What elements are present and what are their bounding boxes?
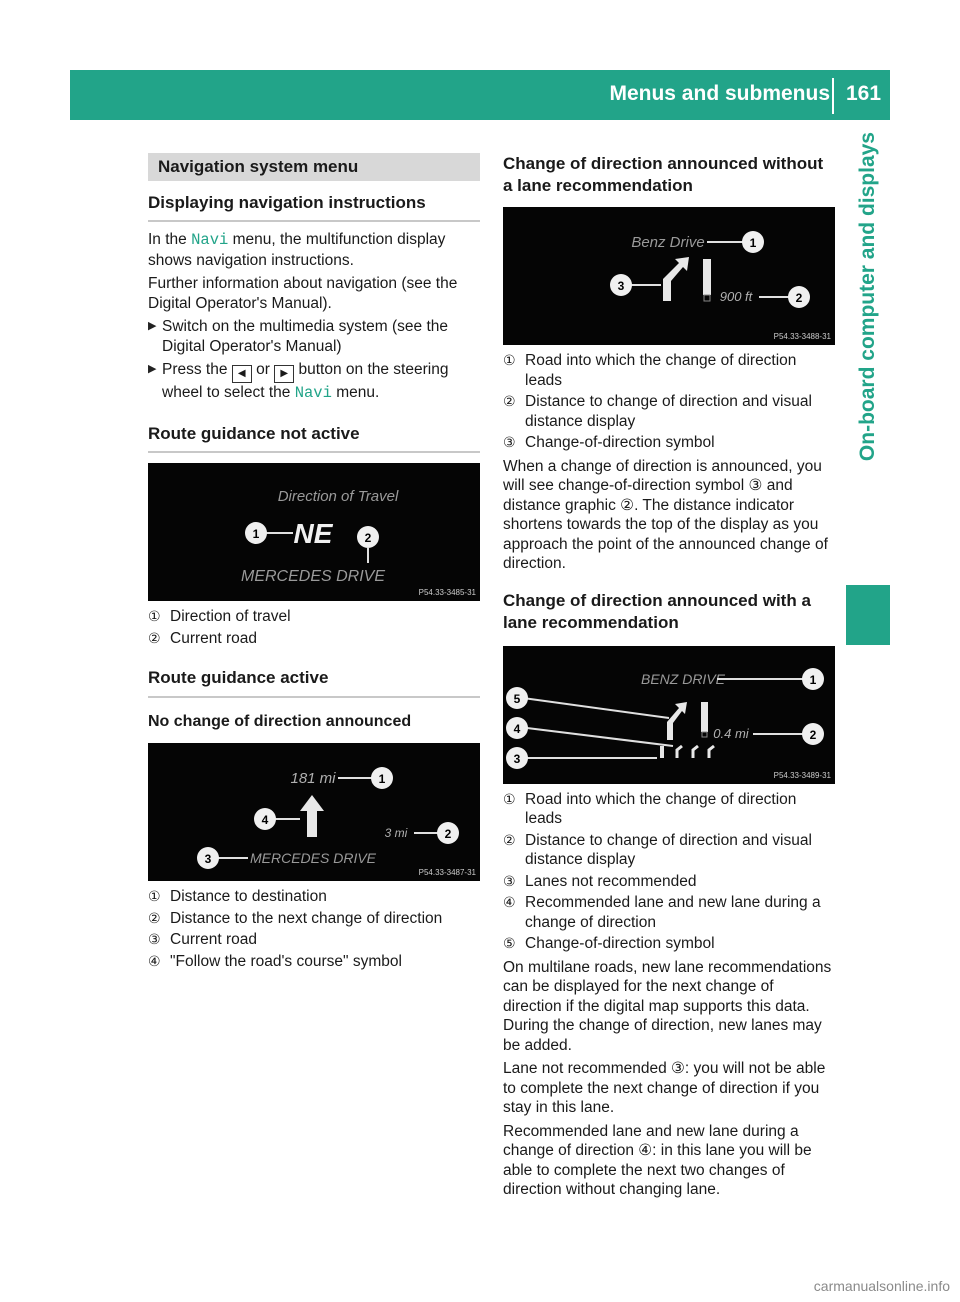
page-number: 161	[846, 82, 882, 105]
callout-4-label: 4	[513, 721, 521, 736]
next-change-text: 3 mi	[384, 826, 408, 840]
legend-text: Road into which the change of direction leads	[525, 790, 797, 827]
legend-number: ①	[503, 790, 516, 807]
legend-item	[148, 909, 480, 929]
callout-5-label: 5	[513, 691, 521, 706]
lane-icon	[660, 746, 664, 758]
legend-number: ③	[148, 931, 161, 947]
left-key-icon: ◀	[232, 365, 252, 383]
callout-2-label: 2	[795, 291, 803, 305]
road-text: MERCEDES DRIVE	[249, 850, 377, 866]
legend-text: Change-of-direction symbol	[525, 935, 715, 952]
legend-text: Distance to the next change of direction	[170, 909, 443, 927]
lane-paragraph-1: On multilane roads, new lane recommendations can be displayed for the next change of direction if the digital map supports this data. During the change of direction, new lanes may be added.	[503, 958, 832, 1054]
text: button on the steering wheel to select the	[162, 361, 449, 401]
section-header-title: Menus and submenus	[609, 82, 830, 105]
distance-bar	[701, 702, 708, 732]
subsection-title: Displaying navigation instructions	[148, 192, 426, 212]
text: In the	[148, 231, 192, 248]
with-lane-title: Change of direction announced with a lane recommendation	[503, 590, 811, 632]
legend-item	[148, 887, 480, 907]
no-lane-title: Change of direction announced without a lane recommendation	[503, 154, 824, 195]
legend-item	[148, 607, 480, 627]
legend-item	[503, 934, 835, 954]
text: menu.	[331, 384, 380, 401]
route-active-title: Route guidance active	[148, 668, 329, 687]
callout-3-label: 3	[204, 852, 212, 866]
step-text	[162, 360, 480, 404]
intro-paragraph	[148, 230, 480, 270]
legend-text: Recommended lane and new lane during a change of direction	[525, 894, 821, 931]
display-image-no-change	[148, 743, 480, 881]
legend-list	[148, 607, 480, 648]
legend-number: ③	[503, 872, 516, 889]
image-code: P54.33-3487-31	[418, 868, 476, 877]
legend-item	[148, 930, 480, 950]
legend-text: Direction of travel	[170, 608, 291, 625]
callout-1-label: 1	[809, 672, 817, 687]
legend-number: ②	[503, 831, 516, 848]
legend-number: ②	[148, 909, 161, 926]
navi-code: Navi	[191, 231, 229, 249]
step-arrow-icon: ▶	[148, 363, 157, 375]
legend-list	[503, 351, 835, 453]
footer-site-watermark: carmanualsonline.info	[813, 1278, 950, 1294]
text: Press the	[162, 361, 232, 378]
legend-number: ④	[148, 952, 161, 969]
display-image-with-lane	[503, 646, 835, 784]
image-code: P54.33-3485-31	[418, 588, 476, 597]
legend-number: ①	[148, 608, 161, 624]
divider	[148, 696, 480, 698]
route-inactive-title: Route guidance not active	[148, 423, 360, 443]
navi-code: Navi	[294, 384, 332, 402]
callout-2-label: 2	[444, 827, 452, 841]
step-text: Switch on the multimedia system (see the Digital Operator's Manual)	[162, 318, 449, 355]
legend-text: Distance to change of direction and visual distance display	[525, 393, 812, 430]
callout-1-label: 1	[378, 772, 386, 786]
step-arrow-icon: ▶	[148, 320, 157, 332]
right-key-icon: ▶	[274, 365, 294, 383]
legend-item	[503, 433, 835, 453]
road-text: BENZ DRIVE	[640, 670, 726, 687]
divider	[148, 451, 480, 453]
distance-bar	[703, 259, 711, 295]
legend-text: Road into which the change of direction leads	[525, 352, 797, 389]
callout-1-label: 1	[749, 236, 757, 250]
side-tab-marker	[846, 585, 890, 645]
legend-item	[148, 629, 480, 649]
road-text: Benz Drive	[631, 234, 705, 251]
legend-number: ⑤	[503, 935, 516, 951]
callout-2-label: 2	[364, 531, 372, 545]
callout-1-label: 1	[252, 527, 260, 541]
info-paragraph: Further information about navigation (see the Digital Operator's Manual).	[148, 275, 458, 312]
legend-number: ①	[148, 888, 161, 904]
side-tab	[846, 120, 890, 620]
legend-text: Current road	[170, 629, 258, 647]
step-item	[148, 360, 480, 404]
distance-text: 900 ft	[719, 289, 753, 304]
lane-paragraph-2: Lane not recommended ③: you will not be able to complete the next change of direction if you stay in this lane.	[503, 1060, 826, 1116]
legend-item	[503, 872, 835, 892]
text: menu, the multifunction display shows navigation instructions.	[148, 231, 446, 269]
image-code: P54.33-3488-31	[773, 332, 831, 341]
display-image-no-lane	[503, 207, 835, 345]
legend-text: Lanes not recommended	[525, 872, 697, 890]
legend-text: Change-of-direction symbol	[525, 434, 715, 451]
section-title: Navigation system menu	[148, 153, 480, 181]
header-divider	[832, 78, 834, 114]
text: or	[251, 361, 275, 378]
distance-text: 0.4 mi	[713, 725, 749, 741]
legend-list	[148, 887, 480, 971]
legend-number: ②	[148, 629, 161, 646]
callout-3-label: 3	[513, 751, 521, 766]
no-change-title: No change of direction announced	[148, 712, 412, 730]
legend-item	[503, 392, 835, 431]
callout-2-label: 2	[809, 727, 817, 742]
legend-number: ①	[503, 352, 516, 368]
display-image-route-inactive	[148, 463, 480, 601]
legend-item	[503, 351, 835, 390]
heading-text: NE	[293, 518, 333, 549]
legend-number: ④	[503, 894, 516, 910]
legend-text: Current road	[170, 931, 258, 948]
image-code: P54.33-3489-31	[773, 770, 831, 780]
right-column	[503, 153, 835, 1200]
legend-text: Distance to change of direction and visual distance display	[525, 831, 812, 868]
legend-list	[503, 790, 835, 954]
callout-3-label: 3	[617, 279, 625, 293]
distance-text: 181 mi	[290, 770, 336, 787]
legend-item	[503, 831, 835, 870]
legend-item	[503, 893, 835, 932]
no-lane-paragraph: When a change of direction is announced, you will see change-of-direction symbol ③ and distance graphic ②. The distance indicator shortens towards the top of the display as you approach the point of the announced change of direction.	[503, 457, 828, 572]
legend-number: ③	[503, 434, 516, 450]
side-tab-label: On-board computer and displays	[856, 132, 879, 462]
divider	[148, 220, 480, 222]
legend-text: "Follow the road's course" symbol	[170, 952, 402, 970]
legend-number: ②	[503, 393, 516, 409]
road-text: MERCEDES DRIVE	[240, 568, 386, 585]
legend-text: Distance to destination	[170, 888, 327, 905]
lane-paragraph-3: Recommended lane and new lane during a change of direction ④: in this lane you will be able to complete the next two changes of direction without changing lane.	[503, 1122, 812, 1198]
left-column	[148, 153, 480, 973]
callout-4-label: 4	[261, 813, 269, 827]
step-item	[148, 317, 480, 356]
screen-header-text: Direction of Travel	[277, 488, 399, 505]
legend-item	[148, 952, 480, 972]
legend-item	[503, 790, 835, 829]
